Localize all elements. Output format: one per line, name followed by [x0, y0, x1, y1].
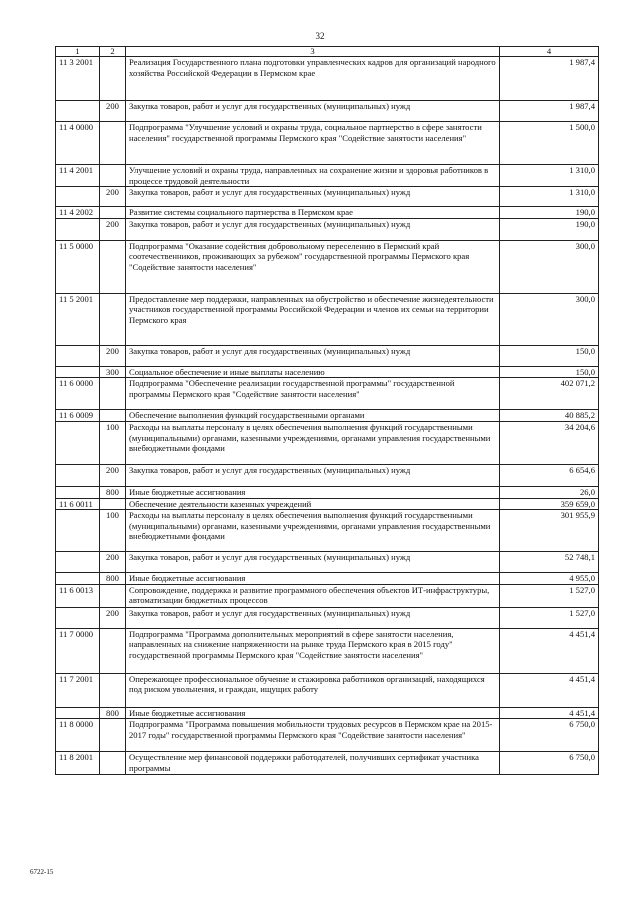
cell-amount: 190,0 — [500, 207, 599, 219]
cell-expense-type: 300 — [100, 366, 126, 378]
table-row — [56, 165, 599, 187]
header-cell-4: 4 — [500, 47, 599, 57]
cell-expense-type: 100 — [100, 510, 126, 552]
cell-name: Расходы на выплаты персоналу в целях обеспечения выполнения функций государственными (муниципальными) органами, казенными учреждениями, органами управления государственными внебюджетными фондами — [126, 510, 500, 552]
cell-name: Социальное обеспечение и иные выплаты населению — [126, 366, 500, 378]
cell-expense-type: 200 — [100, 552, 126, 573]
cell-code: 11 8 2001 — [56, 752, 100, 775]
cell-expense-type — [100, 57, 126, 101]
header-cell-3: 3 — [126, 47, 500, 57]
cell-expense-type — [100, 293, 126, 345]
table-row — [56, 410, 599, 422]
cell-expense-type: 200 — [100, 345, 126, 366]
table-row — [56, 607, 599, 628]
cell-code — [56, 101, 100, 122]
cell-expense-type — [100, 378, 126, 410]
cell-amount: 52 748,1 — [500, 552, 599, 573]
cell-name: Иные бюджетные ассигнования — [126, 486, 500, 498]
cell-code: 11 5 2001 — [56, 293, 100, 345]
cell-expense-type: 800 — [100, 707, 126, 719]
cell-code: 11 4 0000 — [56, 122, 100, 165]
cell-name: Реализация Государственного плана подготовки управленческих кадров для организаций народного хозяйства Российской Федерации в Пермском крае — [126, 57, 500, 101]
cell-amount: 6 750,0 — [500, 719, 599, 752]
cell-amount: 1 527,0 — [500, 584, 599, 607]
table-row — [56, 752, 599, 775]
table-row — [56, 101, 599, 122]
table-row — [56, 187, 599, 207]
cell-expense-type: 800 — [100, 573, 126, 585]
cell-name: Иные бюджетные ассигнования — [126, 573, 500, 585]
header-cell-1: 1 — [56, 47, 100, 57]
cell-amount: 40 885,2 — [500, 410, 599, 422]
table-row — [56, 573, 599, 585]
cell-code: 11 7 2001 — [56, 673, 100, 707]
table-row — [56, 218, 599, 240]
cell-name: Закупка товаров, работ и услуг для государственных (муниципальных) нужд — [126, 101, 500, 122]
cell-amount: 1 310,0 — [500, 165, 599, 187]
cell-expense-type: 200 — [100, 101, 126, 122]
cell-code: 11 6 0013 — [56, 584, 100, 607]
table-row — [56, 510, 599, 552]
table-row — [56, 421, 599, 464]
table-row — [56, 293, 599, 345]
cell-name: Обеспечение деятельности казенных учреждений — [126, 498, 500, 510]
cell-name: Закупка товаров, работ и услуг для государственных (муниципальных) нужд — [126, 187, 500, 207]
cell-name: Иные бюджетные ассигнования — [126, 707, 500, 719]
cell-amount: 4 451,4 — [500, 628, 599, 673]
cell-expense-type: 100 — [100, 421, 126, 464]
cell-name: Развитие системы социального партнерства в Пермском крае — [126, 207, 500, 219]
cell-code — [56, 573, 100, 585]
table-row — [56, 552, 599, 573]
cell-code — [56, 218, 100, 240]
header-cell-2: 2 — [100, 47, 126, 57]
cell-name: Подпрограмма "Улучшение условий и охраны труда, социальное партнерство в сфере занятости населения" государственной программы Пермского края "Содействие занятости населения" — [126, 122, 500, 165]
cell-amount: 301 955,9 — [500, 510, 599, 552]
cell-code: 11 6 0000 — [56, 378, 100, 410]
cell-amount: 1 310,0 — [500, 187, 599, 207]
table-row — [56, 240, 599, 293]
cell-code: 11 4 2001 — [56, 165, 100, 187]
cell-expense-type — [100, 498, 126, 510]
cell-code: 11 3 2001 — [56, 57, 100, 101]
cell-code: 11 6 0009 — [56, 410, 100, 422]
cell-name: Опережающее профессиональное обучение и стажировка работников организаций, находящихся под риском увольнения, и граждан, ищущих работу — [126, 673, 500, 707]
footer-code: 6722-15 — [30, 868, 54, 876]
cell-expense-type — [100, 165, 126, 187]
cell-name: Подпрограмма "Обеспечение реализации государственной программы" государственной программы Пермского края "Содействие занятости населения" — [126, 378, 500, 410]
cell-expense-type — [100, 410, 126, 422]
cell-amount: 26,0 — [500, 486, 599, 498]
cell-name: Закупка товаров, работ и услуг для государственных (муниципальных) нужд — [126, 607, 500, 628]
table-row — [56, 673, 599, 707]
cell-name: Осуществление мер финансовой поддержки работодателей, получивших сертификат участника программы — [126, 752, 500, 775]
cell-expense-type — [100, 673, 126, 707]
cell-name: Подпрограмма "Оказание содействия добровольному переселению в Пермский край соотечественников, проживающих за рубежом" государственной программы Пермского края "Содействие занятости населения" — [126, 240, 500, 293]
cell-amount: 1 500,0 — [500, 122, 599, 165]
table-row — [56, 57, 599, 101]
cell-expense-type — [100, 752, 126, 775]
cell-code — [56, 707, 100, 719]
cell-amount: 4 451,4 — [500, 707, 599, 719]
cell-expense-type — [100, 584, 126, 607]
table-row — [56, 464, 599, 486]
cell-code: 11 6 0011 — [56, 498, 100, 510]
cell-code — [56, 464, 100, 486]
cell-expense-type: 200 — [100, 218, 126, 240]
cell-code — [56, 345, 100, 366]
cell-code: 11 8 0000 — [56, 719, 100, 752]
cell-amount: 150,0 — [500, 366, 599, 378]
cell-amount: 190,0 — [500, 218, 599, 240]
cell-code — [56, 552, 100, 573]
table-row — [56, 486, 599, 498]
cell-expense-type — [100, 628, 126, 673]
cell-amount: 1 987,4 — [500, 101, 599, 122]
cell-amount: 402 071,2 — [500, 378, 599, 410]
cell-amount: 34 204,6 — [500, 421, 599, 464]
cell-name: Закупка товаров, работ и услуг для государственных (муниципальных) нужд — [126, 464, 500, 486]
cell-expense-type — [100, 719, 126, 752]
cell-amount: 1 527,0 — [500, 607, 599, 628]
table-row — [56, 584, 599, 607]
cell-amount: 6 654,6 — [500, 464, 599, 486]
cell-amount: 359 659,0 — [500, 498, 599, 510]
cell-name: Закупка товаров, работ и услуг для государственных (муниципальных) нужд — [126, 552, 500, 573]
table-row — [56, 628, 599, 673]
table-row — [56, 207, 599, 219]
table-row — [56, 498, 599, 510]
cell-name: Закупка товаров, работ и услуг для государственных (муниципальных) нужд — [126, 218, 500, 240]
cell-amount: 6 750,0 — [500, 752, 599, 775]
table-row — [56, 122, 599, 165]
page-number: 32 — [315, 31, 325, 41]
cell-amount: 300,0 — [500, 240, 599, 293]
cell-expense-type — [100, 207, 126, 219]
table-row — [56, 378, 599, 410]
table-row — [56, 366, 599, 378]
cell-code — [56, 510, 100, 552]
cell-expense-type — [100, 122, 126, 165]
cell-code: 11 7 0000 — [56, 628, 100, 673]
cell-amount: 4 955,0 — [500, 573, 599, 585]
cell-amount: 150,0 — [500, 345, 599, 366]
cell-name: Предоставление мер поддержки, направленных на обустройство и обеспечение жизнедеятельности участников государственной программы Российской Федерации и членов их семьи на территории Пермского края — [126, 293, 500, 345]
table-header-row — [56, 47, 599, 57]
cell-code — [56, 486, 100, 498]
cell-expense-type: 200 — [100, 607, 126, 628]
cell-code — [56, 421, 100, 464]
cell-expense-type: 200 — [100, 464, 126, 486]
cell-code — [56, 366, 100, 378]
cell-code — [56, 607, 100, 628]
cell-name: Подпрограмма "Программа дополнительных мероприятий в сфере занятости населения, направленных на снижение напряженности на рынке труда Пермского края в 2015 году" государственной программы Пермского края "Содействие занятости населения" — [126, 628, 500, 673]
table-row — [56, 719, 599, 752]
cell-name: Подпрограмма "Программа повышения мобильности трудовых ресурсов в Пермском крае на 2015-2017 годы" государственной программы Пермского края "Содействие занятости населения" — [126, 719, 500, 752]
cell-name: Закупка товаров, работ и услуг для государственных (муниципальных) нужд — [126, 345, 500, 366]
cell-code: 11 4 2002 — [56, 207, 100, 219]
cell-code: 11 5 0000 — [56, 240, 100, 293]
cell-name: Сопровождение, поддержка и развитие программного обеспечения объектов ИТ-инфраструктуры, автоматизации бюджетных процессов — [126, 584, 500, 607]
cell-amount: 1 987,4 — [500, 57, 599, 101]
cell-name: Улучшение условий и охраны труда, направленных на сохранение жизни и здоровья работников в процессе трудовой деятельности — [126, 165, 500, 187]
cell-name: Расходы на выплаты персоналу в целях обеспечения выполнения функций государственными (муниципальными) органами, казенными учреждениями, органами управления государственными внебюджетными фондами — [126, 421, 500, 464]
table-row — [56, 707, 599, 719]
cell-code — [56, 187, 100, 207]
cell-expense-type: 800 — [100, 486, 126, 498]
cell-expense-type: 200 — [100, 187, 126, 207]
cell-amount: 300,0 — [500, 293, 599, 345]
budget-table — [55, 46, 599, 775]
cell-expense-type — [100, 240, 126, 293]
cell-amount: 4 451,4 — [500, 673, 599, 707]
table-row — [56, 345, 599, 366]
cell-name: Обеспечение выполнения функций государственными органами — [126, 410, 500, 422]
